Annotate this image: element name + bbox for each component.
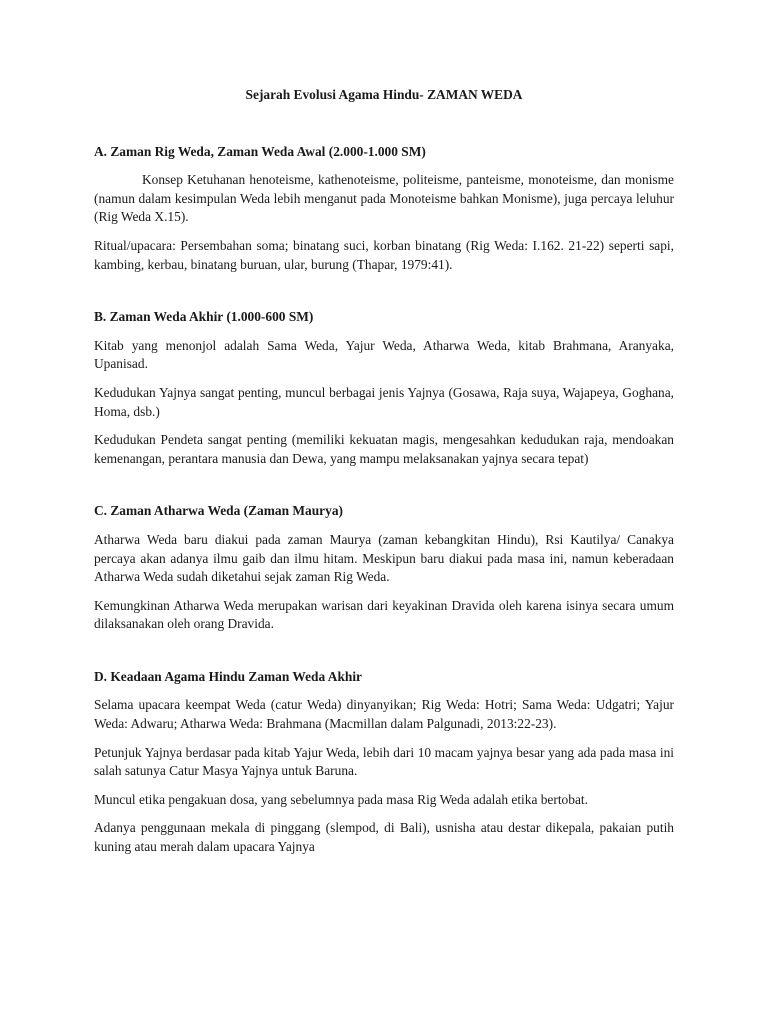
section-b-paragraph-3: Kedudukan Pendeta sangat penting (memiliki kekuatan magis, mengesahkan kedudukan raja, mendoakan kemenangan, perantara manusia dan Dewa, yang mampu melaksanakan yajnya secara tepat) xyxy=(94,432,674,466)
section-a-paragraph-1: Konsep Ketuhanan henoteisme, kathenoteisme, politeisme, panteisme, monoteisme, dan monisme (namun dalam kesimpulan Weda lebih menganut pada Monoteisme bahkan Monisme), juga percaya leluhur (Rig Weda X.15). xyxy=(94,172,674,225)
section-b-paragraph-1: Kitab yang menonjol adalah Sama Weda, Yajur Weda, Atharwa Weda, kitab Brahmana, Aranyaka, Upanisad. xyxy=(94,337,674,372)
section-d-paragraph-3: Muncul etika pengakuan dosa, yang sebelumnya pada masa Rig Weda adalah etika bertobat. xyxy=(94,791,588,807)
section-c-heading: C. Zaman Atharwa Weda (Zaman Maurya) xyxy=(94,503,343,519)
section-b-heading: B. Zaman Weda Akhir (1.000-600 SM) xyxy=(94,309,314,325)
section-a-paragraph-2: Ritual/upacara: Persembahan soma; binatang suci, korban binatang (Rig Weda: I.162. 21-22) seperti sapi, kambing, kerbau, binatang buruan, ular, burung (Thapar, 1979:41). xyxy=(94,237,674,272)
section-d xyxy=(94,668,674,857)
section-c xyxy=(94,502,674,634)
document-page xyxy=(94,86,674,891)
section-d-paragraph-2: Petunjuk Yajnya berdasar pada kitab Yajur Weda, lebih dari 10 macam yajnya besar yang ada pada masa ini salah satunya Catur Masya Yajnya untuk Baruna. xyxy=(94,744,674,779)
section-d-heading: D. Keadaan Agama Hindu Zaman Weda Akhir xyxy=(94,668,363,684)
document-title: Sejarah Evolusi Agama Hindu- ZAMAN WEDA xyxy=(245,87,523,102)
section-d-paragraph-1: Selama upacara keempat Weda (catur Weda) dinyanyikan; Rig Weda: Hotri; Sama Weda: Udgatri; Yajur Weda: Adwaru; Atharwa Weda: Brahmana (Macmillan dalam Palgunadi, 2013:22-23). xyxy=(94,697,674,732)
section-b-paragraph-2: Kedudukan Yajnya sangat penting, muncul berbagai jenis Yajnya (Gosawa, Raja suya, Wajapeya, Goghana, Homa, dsb.) xyxy=(94,384,674,419)
section-b xyxy=(94,308,674,468)
section-d-paragraph-4: Adanya penggunaan mekala di pinggang (slempod, di Bali), usnisha atau destar dikepala, pakaian putih kuning atau merah dalam upacara Yajnya xyxy=(94,820,674,855)
section-a-heading: A. Zaman Rig Weda, Zaman Weda Awal (2.000-1.000 SM) xyxy=(94,143,426,159)
section-c-paragraph-1: Atharwa Weda baru diakui pada zaman Maurya (zaman kebangkitan Hindu), Rsi Kautilya/ Canakya percaya akan adanya ilmu gaib dan ilmu hitam. Meskipun baru diakui pada masa ini, namun keberadaan Atharwa Weda sudah diketahui sejak zaman Rig Weda. xyxy=(94,531,674,585)
section-c-paragraph-2: Kemungkinan Atharwa Weda merupakan warisan dari keyakinan Dravida oleh karena isinya secara umum dilaksanakan oleh orang Dravida. xyxy=(94,597,674,632)
section-a xyxy=(94,143,674,275)
